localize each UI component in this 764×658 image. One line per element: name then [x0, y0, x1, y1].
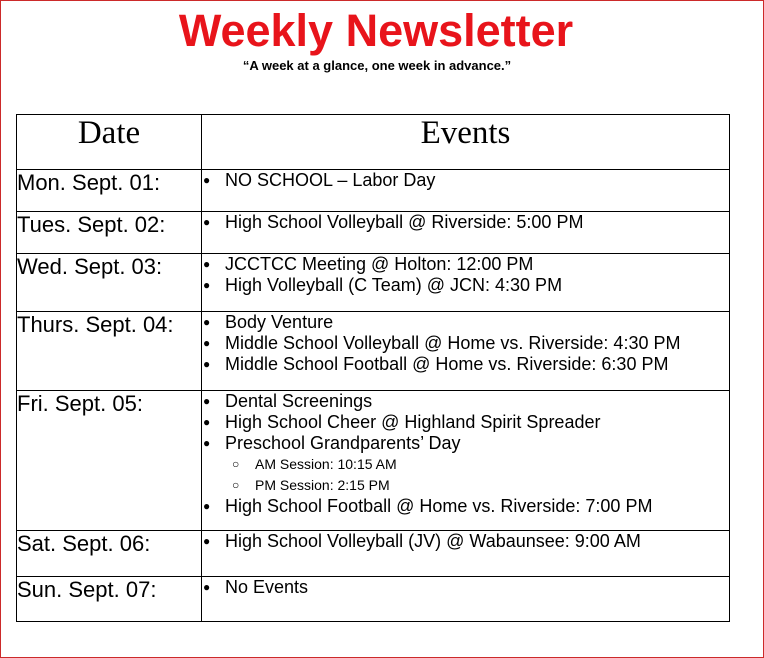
event-item: ● High School Cheer @ Highland Spirit Spreader — [202, 412, 729, 433]
event-item: ● High School Football @ Home vs. Riverside: 7:00 PM — [202, 496, 729, 517]
event-item: ● Body Venture — [202, 312, 729, 333]
table-row — [17, 170, 730, 212]
newsletter-subtitle: “A week at a glance, one week in advance.” — [242, 58, 512, 73]
event-item: ● Middle School Volleyball @ Home vs. Riverside: 4:30 PM — [202, 333, 729, 354]
event-item: ● Middle School Football @ Home vs. Riverside: 6:30 PM — [202, 354, 729, 375]
row-events — [202, 212, 730, 254]
table-row — [17, 312, 730, 391]
table-row — [17, 391, 730, 531]
row-date: Mon. Sept. 01: — [17, 170, 202, 212]
row-events — [202, 170, 730, 212]
event-item: ● No Events — [202, 577, 729, 598]
row-date: Wed. Sept. 03: — [17, 254, 202, 312]
table-row — [17, 531, 730, 577]
row-events — [202, 531, 730, 577]
row-events — [202, 391, 730, 531]
event-item: ● High Volleyball (C Team) @ JCN: 4:30 PM — [202, 275, 729, 296]
row-date: Fri. Sept. 05: — [17, 391, 202, 531]
row-events — [202, 312, 730, 391]
row-date: Sun. Sept. 07: — [17, 577, 202, 622]
table-row — [17, 254, 730, 312]
sub-event-item: ○ PM Session: 2:15 PM — [202, 475, 729, 496]
event-item: ● High School Volleyball (JV) @ Wabaunsee: 9:00 AM — [202, 531, 729, 552]
event-item — [202, 433, 729, 454]
row-events — [202, 577, 730, 622]
row-date: Thurs. Sept. 04: — [17, 312, 202, 391]
table-row — [17, 577, 730, 622]
newsletter-title: Weekly Newsletter — [178, 5, 574, 56]
table-header-row — [17, 115, 730, 170]
schedule-table — [16, 114, 730, 622]
events-column-header: Events — [202, 115, 730, 170]
row-date: Sat. Sept. 06: — [17, 531, 202, 577]
event-item: ● JCCTCC Meeting @ Holton: 12:00 PM — [202, 254, 729, 275]
row-date: Tues. Sept. 02: — [17, 212, 202, 254]
sub-event-item: ○ AM Session: 10:15 AM — [202, 454, 729, 475]
event-item-label: Preschool Grandparents’ Day — [225, 433, 461, 453]
event-item: ● Dental Screenings — [202, 391, 729, 412]
table-row — [17, 212, 730, 254]
event-item: ● NO SCHOOL – Labor Day — [202, 170, 729, 191]
date-column-header: Date — [17, 115, 202, 170]
row-events — [202, 254, 730, 312]
event-item: ● High School Volleyball @ Riverside: 5:00 PM — [202, 212, 729, 233]
